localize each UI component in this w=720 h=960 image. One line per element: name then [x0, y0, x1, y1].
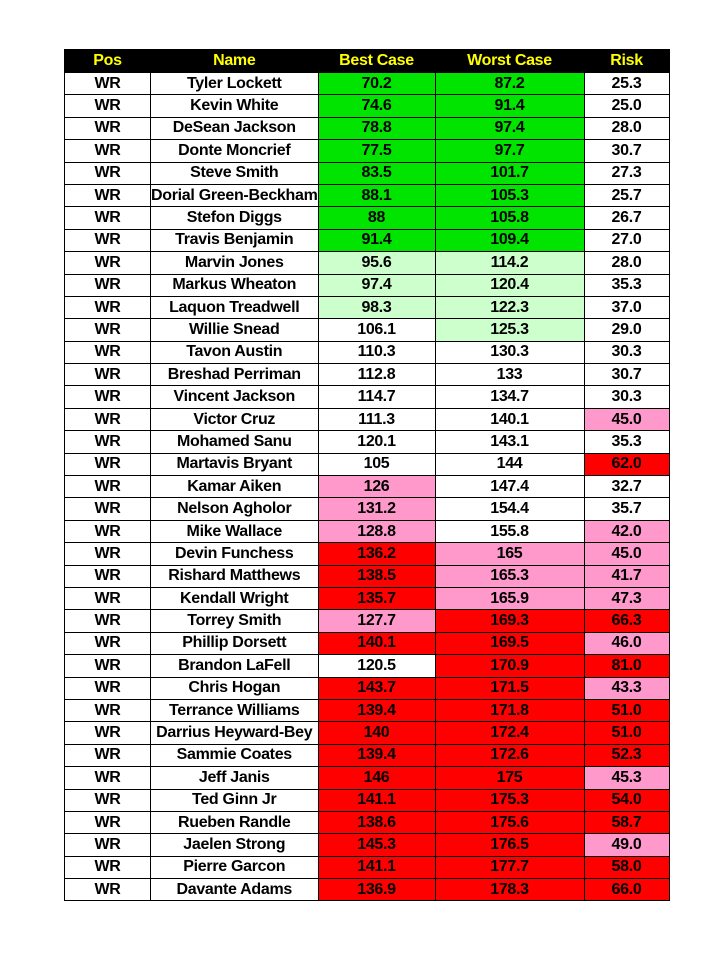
table-row	[65, 229, 670, 251]
worst-case-cell: 172.6	[435, 744, 584, 766]
pos-cell: WR	[65, 610, 151, 632]
best-case-cell: 136.2	[318, 543, 435, 565]
risk-cell: 28.0	[584, 252, 669, 274]
name-cell: Devin Funchess	[151, 543, 319, 565]
worst-case-cell: 143.1	[435, 431, 584, 453]
best-case-cell: 106.1	[318, 319, 435, 341]
name-cell: Ted Ginn Jr	[151, 789, 319, 811]
table-row	[65, 73, 670, 95]
worst-case-cell: 175	[435, 767, 584, 789]
name-cell: Torrey Smith	[151, 610, 319, 632]
worst-case-cell: 125.3	[435, 319, 584, 341]
header-row	[65, 50, 670, 73]
pos-cell: WR	[65, 856, 151, 878]
worst-case-cell: 91.4	[435, 95, 584, 117]
pos-cell: WR	[65, 95, 151, 117]
risk-cell: 25.0	[584, 95, 669, 117]
worst-case-cell: 169.3	[435, 610, 584, 632]
name-cell: Phillip Dorsett	[151, 632, 319, 654]
worst-case-cell: 134.7	[435, 386, 584, 408]
best-case-cell: 141.1	[318, 789, 435, 811]
name-cell: Laquon Treadwell	[151, 296, 319, 318]
best-case-cell: 110.3	[318, 341, 435, 363]
name-cell: Markus Wheaton	[151, 274, 319, 296]
risk-cell: 30.7	[584, 140, 669, 162]
worst-case-cell: 122.3	[435, 296, 584, 318]
pos-cell: WR	[65, 296, 151, 318]
name-cell: Pierre Garcon	[151, 856, 319, 878]
table-row	[65, 184, 670, 206]
best-case-cell: 135.7	[318, 587, 435, 609]
risk-cell: 52.3	[584, 744, 669, 766]
name-cell: Travis Benjamin	[151, 229, 319, 251]
table-row	[65, 834, 670, 856]
risk-cell: 42.0	[584, 520, 669, 542]
worst-case-cell: 114.2	[435, 252, 584, 274]
pos-cell: WR	[65, 476, 151, 498]
table-row	[65, 274, 670, 296]
best-case-cell: 127.7	[318, 610, 435, 632]
name-cell: Mohamed Sanu	[151, 431, 319, 453]
best-case-cell: 97.4	[318, 274, 435, 296]
pos-cell: WR	[65, 252, 151, 274]
best-case-cell: 74.6	[318, 95, 435, 117]
risk-cell: 47.3	[584, 587, 669, 609]
name-cell: Marvin Jones	[151, 252, 319, 274]
header-worst-case: Worst Case	[435, 50, 584, 73]
pos-cell: WR	[65, 319, 151, 341]
worst-case-cell: 175.6	[435, 811, 584, 833]
table-row	[65, 789, 670, 811]
name-cell: Mike Wallace	[151, 520, 319, 542]
table-row	[65, 520, 670, 542]
risk-cell: 43.3	[584, 677, 669, 699]
name-cell: DeSean Jackson	[151, 117, 319, 139]
risk-cell: 27.3	[584, 162, 669, 184]
table-header	[65, 50, 670, 73]
table-row	[65, 296, 670, 318]
pos-cell: WR	[65, 520, 151, 542]
table-row	[65, 162, 670, 184]
pos-cell: WR	[65, 73, 151, 95]
name-cell: Tyler Lockett	[151, 73, 319, 95]
worst-case-cell: 178.3	[435, 879, 584, 901]
table-row	[65, 498, 670, 520]
name-cell: Jeff Janis	[151, 767, 319, 789]
table-row	[65, 117, 670, 139]
best-case-cell: 83.5	[318, 162, 435, 184]
risk-cell: 35.3	[584, 431, 669, 453]
risk-cell: 51.0	[584, 722, 669, 744]
best-case-cell: 114.7	[318, 386, 435, 408]
worst-case-cell: 169.5	[435, 632, 584, 654]
best-case-cell: 91.4	[318, 229, 435, 251]
table-row	[65, 722, 670, 744]
best-case-cell: 98.3	[318, 296, 435, 318]
table-row	[65, 655, 670, 677]
table-row	[65, 856, 670, 878]
risk-cell: 35.3	[584, 274, 669, 296]
pos-cell: WR	[65, 140, 151, 162]
table-row	[65, 699, 670, 721]
risk-cell: 51.0	[584, 699, 669, 721]
table-row	[65, 364, 670, 386]
name-cell: Brandon LaFell	[151, 655, 319, 677]
pos-cell: WR	[65, 587, 151, 609]
pos-cell: WR	[65, 565, 151, 587]
best-case-cell: 145.3	[318, 834, 435, 856]
worst-case-cell: 165.3	[435, 565, 584, 587]
name-cell: Willie Snead	[151, 319, 319, 341]
risk-cell: 45.0	[584, 543, 669, 565]
pos-cell: WR	[65, 408, 151, 430]
risk-cell: 32.7	[584, 476, 669, 498]
table-row	[65, 610, 670, 632]
worst-case-cell: 130.3	[435, 341, 584, 363]
best-case-cell: 88.1	[318, 184, 435, 206]
risk-cell: 54.0	[584, 789, 669, 811]
name-cell: Nelson Agholor	[151, 498, 319, 520]
name-cell: Davante Adams	[151, 879, 319, 901]
worst-case-cell: 120.4	[435, 274, 584, 296]
best-case-cell: 143.7	[318, 677, 435, 699]
table-row	[65, 95, 670, 117]
table-row	[65, 879, 670, 901]
worst-case-cell: 87.2	[435, 73, 584, 95]
worst-case-cell: 144	[435, 453, 584, 475]
best-case-cell: 70.2	[318, 73, 435, 95]
worst-case-cell: 101.7	[435, 162, 584, 184]
table-row	[65, 565, 670, 587]
worst-case-cell: 105.8	[435, 207, 584, 229]
table-row	[65, 341, 670, 363]
table-row	[65, 476, 670, 498]
risk-cell: 26.7	[584, 207, 669, 229]
best-case-cell: 140	[318, 722, 435, 744]
name-cell: Donte Moncrief	[151, 140, 319, 162]
risk-cell: 62.0	[584, 453, 669, 475]
best-case-cell: 138.6	[318, 811, 435, 833]
name-cell: Steve Smith	[151, 162, 319, 184]
worst-case-cell: 165.9	[435, 587, 584, 609]
pos-cell: WR	[65, 655, 151, 677]
pos-cell: WR	[65, 699, 151, 721]
name-cell: Vincent Jackson	[151, 386, 319, 408]
worst-case-cell: 140.1	[435, 408, 584, 430]
pos-cell: WR	[65, 184, 151, 206]
name-cell: Jaelen Strong	[151, 834, 319, 856]
best-case-cell: 139.4	[318, 699, 435, 721]
name-cell: Breshad Perriman	[151, 364, 319, 386]
best-case-cell: 141.1	[318, 856, 435, 878]
worst-case-cell: 97.7	[435, 140, 584, 162]
table-row	[65, 543, 670, 565]
table-row	[65, 386, 670, 408]
best-case-cell: 136.9	[318, 879, 435, 901]
best-case-cell: 112.8	[318, 364, 435, 386]
risk-cell: 30.3	[584, 341, 669, 363]
risk-cell: 49.0	[584, 834, 669, 856]
pos-cell: WR	[65, 364, 151, 386]
rankings-table	[64, 49, 670, 901]
pos-cell: WR	[65, 498, 151, 520]
risk-cell: 81.0	[584, 655, 669, 677]
pos-cell: WR	[65, 789, 151, 811]
name-cell: Tavon Austin	[151, 341, 319, 363]
risk-cell: 45.3	[584, 767, 669, 789]
risk-cell: 46.0	[584, 632, 669, 654]
table-row	[65, 431, 670, 453]
name-cell: Kendall Wright	[151, 587, 319, 609]
table-row	[65, 252, 670, 274]
best-case-cell: 77.5	[318, 140, 435, 162]
header-risk: Risk	[584, 50, 669, 73]
worst-case-cell: 133	[435, 364, 584, 386]
header-pos: Pos	[65, 50, 151, 73]
pos-cell: WR	[65, 386, 151, 408]
table-row	[65, 408, 670, 430]
pos-cell: WR	[65, 431, 151, 453]
best-case-cell: 140.1	[318, 632, 435, 654]
best-case-cell: 139.4	[318, 744, 435, 766]
best-case-cell: 146	[318, 767, 435, 789]
risk-cell: 58.7	[584, 811, 669, 833]
pos-cell: WR	[65, 767, 151, 789]
worst-case-cell: 171.8	[435, 699, 584, 721]
best-case-cell: 138.5	[318, 565, 435, 587]
worst-case-cell: 175.3	[435, 789, 584, 811]
name-cell: Dorial Green-Beckham	[151, 184, 319, 206]
name-cell: Rueben Randle	[151, 811, 319, 833]
risk-cell: 25.3	[584, 73, 669, 95]
pos-cell: WR	[65, 274, 151, 296]
table-row	[65, 453, 670, 475]
risk-cell: 37.0	[584, 296, 669, 318]
name-cell: Victor Cruz	[151, 408, 319, 430]
header-name: Name	[151, 50, 319, 73]
worst-case-cell: 177.7	[435, 856, 584, 878]
pos-cell: WR	[65, 677, 151, 699]
name-cell: Chris Hogan	[151, 677, 319, 699]
worst-case-cell: 172.4	[435, 722, 584, 744]
worst-case-cell: 165	[435, 543, 584, 565]
pos-cell: WR	[65, 117, 151, 139]
pos-cell: WR	[65, 229, 151, 251]
table-row	[65, 319, 670, 341]
table-body	[65, 73, 670, 901]
table-row	[65, 677, 670, 699]
table-row	[65, 767, 670, 789]
best-case-cell: 131.2	[318, 498, 435, 520]
table-row	[65, 811, 670, 833]
pos-cell: WR	[65, 811, 151, 833]
risk-cell: 25.7	[584, 184, 669, 206]
pos-cell: WR	[65, 722, 151, 744]
risk-cell: 41.7	[584, 565, 669, 587]
risk-cell: 58.0	[584, 856, 669, 878]
best-case-cell: 128.8	[318, 520, 435, 542]
name-cell: Martavis Bryant	[151, 453, 319, 475]
pos-cell: WR	[65, 879, 151, 901]
worst-case-cell: 155.8	[435, 520, 584, 542]
pos-cell: WR	[65, 453, 151, 475]
worst-case-cell: 105.3	[435, 184, 584, 206]
table-row	[65, 744, 670, 766]
table-row	[65, 140, 670, 162]
pos-cell: WR	[65, 207, 151, 229]
best-case-cell: 111.3	[318, 408, 435, 430]
pos-cell: WR	[65, 744, 151, 766]
pos-cell: WR	[65, 834, 151, 856]
pos-cell: WR	[65, 632, 151, 654]
worst-case-cell: 170.9	[435, 655, 584, 677]
name-cell: Stefon Diggs	[151, 207, 319, 229]
best-case-cell: 105	[318, 453, 435, 475]
risk-cell: 45.0	[584, 408, 669, 430]
worst-case-cell: 109.4	[435, 229, 584, 251]
risk-cell: 30.7	[584, 364, 669, 386]
worst-case-cell: 147.4	[435, 476, 584, 498]
pos-cell: WR	[65, 341, 151, 363]
risk-cell: 29.0	[584, 319, 669, 341]
name-cell: Darrius Heyward-Bey	[151, 722, 319, 744]
table-row	[65, 632, 670, 654]
worst-case-cell: 171.5	[435, 677, 584, 699]
worst-case-cell: 97.4	[435, 117, 584, 139]
name-cell: Sammie Coates	[151, 744, 319, 766]
risk-cell: 30.3	[584, 386, 669, 408]
best-case-cell: 126	[318, 476, 435, 498]
name-cell: Terrance Williams	[151, 699, 319, 721]
pos-cell: WR	[65, 162, 151, 184]
best-case-cell: 120.1	[318, 431, 435, 453]
table-row	[65, 587, 670, 609]
name-cell: Kevin White	[151, 95, 319, 117]
risk-cell: 28.0	[584, 117, 669, 139]
best-case-cell: 95.6	[318, 252, 435, 274]
worst-case-cell: 176.5	[435, 834, 584, 856]
table-row	[65, 207, 670, 229]
best-case-cell: 120.5	[318, 655, 435, 677]
risk-cell: 66.3	[584, 610, 669, 632]
worst-case-cell: 154.4	[435, 498, 584, 520]
pos-cell: WR	[65, 543, 151, 565]
best-case-cell: 88	[318, 207, 435, 229]
best-case-cell: 78.8	[318, 117, 435, 139]
header-best-case: Best Case	[318, 50, 435, 73]
risk-cell: 66.0	[584, 879, 669, 901]
risk-cell: 35.7	[584, 498, 669, 520]
risk-cell: 27.0	[584, 229, 669, 251]
name-cell: Kamar Aiken	[151, 476, 319, 498]
name-cell: Rishard Matthews	[151, 565, 319, 587]
